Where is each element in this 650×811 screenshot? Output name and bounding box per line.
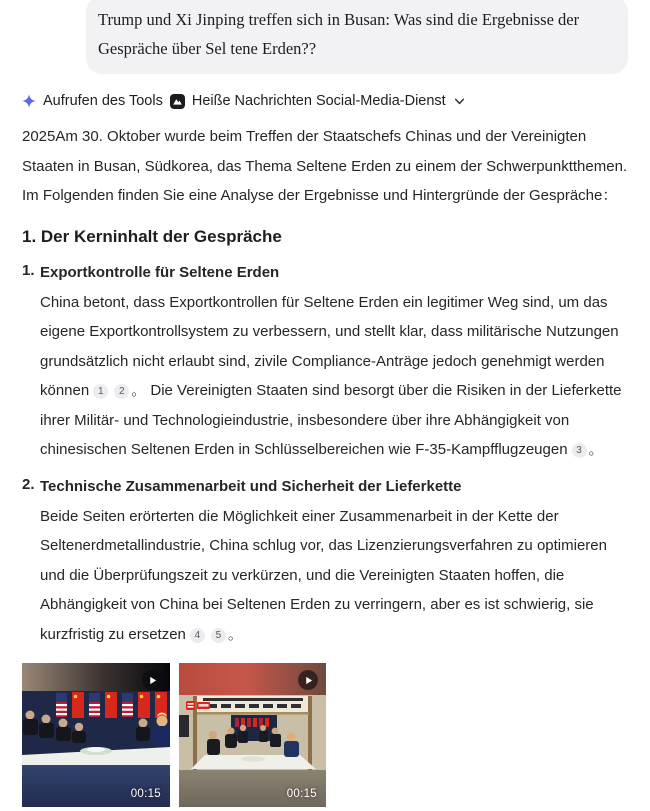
citation-badge[interactable]: 5 — [211, 628, 226, 643]
numbered-list — [22, 262, 628, 650]
list-item-number: 2. — [22, 475, 35, 493]
video-thumbnail-1[interactable] — [22, 663, 170, 807]
tool-invocation-label: Aufrufen des Tools — [43, 93, 163, 109]
citation-badge[interactable]: 2 — [114, 384, 129, 399]
tool-invocation-row[interactable] — [22, 93, 628, 109]
citation-badge[interactable]: 1 — [93, 384, 108, 399]
list-item-title: Exportkontrolle für Seltene Erden — [40, 263, 280, 281]
video-thumbnails-row — [22, 663, 628, 807]
section-heading: 1. Der Kerninhalt der Gespräche — [22, 226, 282, 246]
video-duration: 00:15 — [286, 788, 317, 800]
list-item — [22, 476, 628, 650]
list-item-paragraph: Beide Seiten erörterten die Möglichkeit einer Zusammenarbeit in der Kette der Seltenerdmetallindustrie, China schlug vor, das Lizenzierungsverfahren zu optimieren und die Überprüfungszeit zu verkürzen, und die Vereinigten Staaten hoffen, die Abhängigkeit von China bei Seltenen Erden zu verringern, aber es ist schwierig, sie kurzfristig zu ersetzen 4 5 。 — [40, 507, 607, 643]
citation-badge[interactable]: 4 — [190, 628, 205, 643]
tool-name-label: Heiße Nachrichten Social-Media-Dienst — [191, 93, 446, 109]
mountain-logo-icon — [170, 94, 185, 109]
list-item-title: Technische Zusammenarbeit und Sicherheit der Lieferkette — [40, 477, 462, 495]
sparkle-icon — [22, 94, 36, 108]
video-duration: 00:15 — [130, 788, 161, 800]
user-message-bubble — [86, 0, 628, 74]
list-item-number: 1. — [22, 261, 35, 279]
play-icon[interactable] — [298, 670, 318, 690]
list-item — [22, 262, 628, 465]
citation-badge[interactable]: 3 — [572, 443, 587, 458]
intro-paragraph: 2025Am 30. Oktober wurde beim Treffen der Staatschefs Chinas und der Vereinigten Staaten in Busan, Südkorea, das Thema Seltene Erden zu einem der Schwerpunktthemen. Im Folgenden finden Sie eine Analyse der Ergebnisse und Hintergründe der Gespräche： — [22, 128, 628, 204]
user-message-text: Trump und Xi Jinping treffen sich in Busan: Was sind die Ergebnisse der Gespräche über Sel tene Erden?? — [98, 10, 580, 58]
play-icon[interactable] — [142, 670, 162, 690]
list-item-paragraph: China betont, dass Exportkontrollen für Seltene Erden ein legitimer Weg sind, um das eigene Exportkontrollsystem zu verbessern, und stellt klar, dass militärische Nutzungen grundsätzlich nicht erlaubt sind, zivile Compliance-Anträge jedoch genehmigt werden können 1 2 。 Die Vereinigten Staaten sind besorgt über die Risiken in der Lieferkette ihrer Militär- und Technologieindustrie, insbesondere über ihre Abhängigkeit von chinesischen Seltenen Erden in Schlüsselbereichen wie F-35-Kampfflugzeugen 3 。 — [40, 293, 622, 458]
chevron-down-icon[interactable] — [453, 95, 466, 108]
video-thumbnail-2[interactable] — [179, 663, 326, 807]
